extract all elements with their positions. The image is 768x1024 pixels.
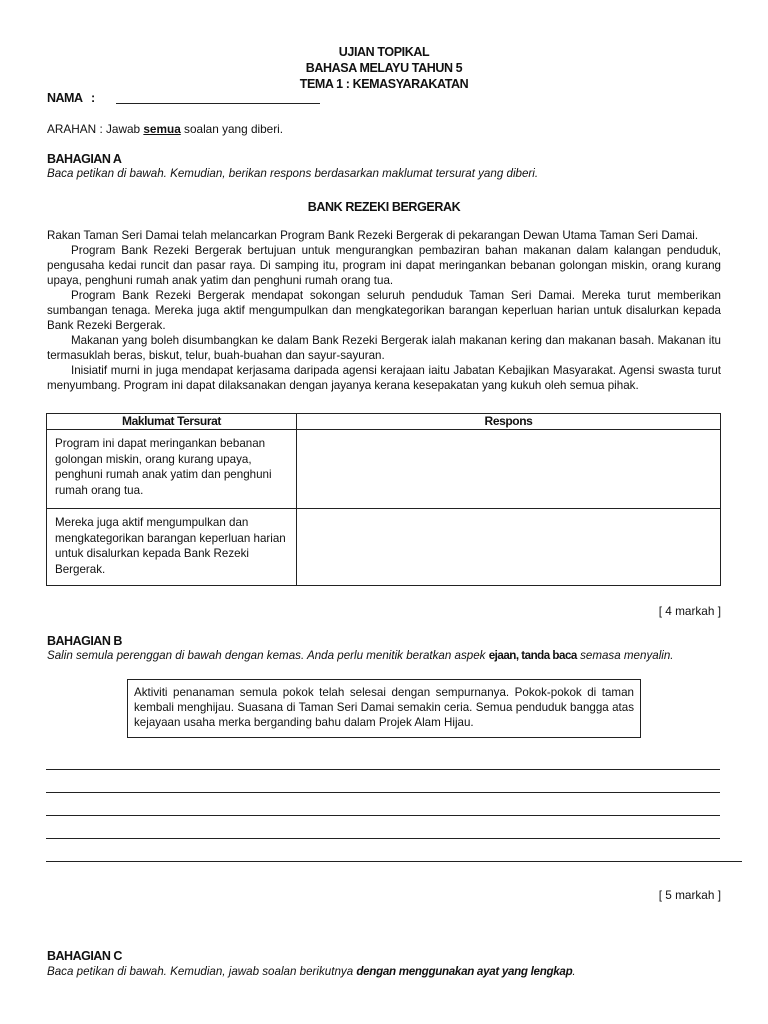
- info-cell: Program ini dapat meringankan bebanan golongan miskin, orang kurang upaya, penghuni rumah anak yatim dan penghuni rumah orang tua.: [47, 430, 297, 509]
- info-cell: Mereka juga aktif mengumpulkan dan mengkategorikan barangan keperluan harian untuk disalurkan kepada Bank Rezeki Bergerak.: [47, 509, 297, 586]
- section-b-instruction-bold: ejaan, tanda baca: [488, 649, 577, 662]
- response-table: [46, 413, 721, 586]
- table-row: [47, 430, 721, 509]
- header-subject: BAHASA MELAYU TAHUN 5: [305, 61, 463, 75]
- name-label: NAMA: [47, 91, 83, 105]
- passage-paragraph: Program Bank Rezeki Bergerak bertujuan untuk mengurangkan pembaziran bahan makanan dalam kalangan penduduk, pengusaha kedai runcit dan pasar raya. Di samping itu, program ini dapat meringankan bebanan golongan miskin, orang kurang upaya, penghuni rumah anak yatim dan penghuni rumah orang tua.: [47, 244, 721, 287]
- section-a-instruction: Baca petikan di bawah. Kemudian, berikan respons berdasarkan maklumat tersurat yang diberi.: [47, 167, 539, 180]
- header-title: UJIAN TOPIKAL: [338, 45, 430, 59]
- passage-title: BANK REZEKI BERGERAK: [307, 200, 461, 214]
- section-b-instruction-post: semasa menyalin.: [576, 649, 674, 662]
- arahan-emphasis: semua: [143, 122, 181, 136]
- arahan-suffix: soalan yang diberi.: [180, 122, 284, 136]
- response-cell[interactable]: [297, 430, 721, 509]
- passage-paragraph: Program Bank Rezeki Bergerak mendapat sokongan seluruh penduduk Taman Seri Damai. Mereka turut memberikan sumbangan tenaga. Mereka juga aktif mengumpulkan dan mengkategorikan barangan keperluan harian untuk disalurkan kepada Bank Rezeki Bergerak.: [47, 289, 721, 332]
- instruction-arahan: [47, 122, 283, 136]
- passage-paragraph: Makanan yang boleh disumbangkan ke dalam Bank Rezeki Bergerak ialah makanan kering dan makanan basah. Makanan itu termasuklah beras, biskut, telur, buah-buahan dan sayur-sayuran.: [47, 334, 721, 362]
- writing-line[interactable]: [46, 815, 720, 816]
- writing-line[interactable]: [46, 838, 720, 839]
- section-b-heading: BAHAGIAN B: [47, 634, 122, 648]
- table-row: [47, 509, 721, 586]
- writing-line[interactable]: [46, 861, 742, 862]
- section-b-instruction: [47, 649, 674, 662]
- name-colon: :: [91, 91, 95, 105]
- section-a-marks: [ 4 markah ]: [658, 604, 721, 618]
- section-c-heading: BAHAGIAN C: [47, 949, 122, 963]
- section-b-instruction-pre: Salin semula perenggan di bawah dengan kemas. Anda perlu menitik beratkan aspek: [47, 649, 489, 662]
- section-c-instruction-bold: dengan menggunakan ayat yang lengkap: [356, 965, 573, 978]
- name-input-line[interactable]: [116, 103, 320, 104]
- section-c-instruction-pre: Baca petikan di bawah. Kemudian, jawab soalan berikutnya: [47, 965, 357, 978]
- section-b-marks: [ 5 markah ]: [658, 888, 721, 902]
- section-c-instruction-post: .: [572, 965, 576, 978]
- passage-paragraph: Inisiatif murni in juga mendapat kerjasama daripada agensi kerajaan iaitu Jabatan Kebajikan Masyarakat. Agensi swasta turut menyumbang. Program ini dapat dilaksanakan dengan jayanya kerana kesepakatan yang kukuh oleh semua pihak.: [47, 364, 721, 392]
- arahan-prefix: ARAHAN : Jawab: [47, 122, 144, 136]
- writing-line[interactable]: [46, 792, 720, 793]
- table-header-respons: Respons: [297, 414, 721, 430]
- writing-line[interactable]: [46, 769, 720, 770]
- response-cell[interactable]: [297, 509, 721, 586]
- passage-paragraph: Rakan Taman Seri Damai telah melancarkan Program Bank Rezeki Bergerak di pekarangan Dewan Utama Taman Seri Damai.: [47, 229, 699, 242]
- copy-paragraph-box: Aktiviti penanaman semula pokok telah selesai dengan sempurnanya. Pokok-pokok di taman kembali menghijau. Suasana di Taman Seri Damai semakin ceria. Semua penduduk bangga atas kejayaan usaha merka berganding bahu dalam Projek Alam Hijau.: [127, 679, 641, 738]
- table-header-maklumat: Maklumat Tersurat: [47, 414, 297, 430]
- section-c-instruction: [47, 965, 576, 978]
- header-theme: TEMA 1 : KEMASYARAKATAN: [299, 77, 469, 91]
- section-a-heading: BAHAGIAN A: [47, 152, 122, 166]
- passage-text: [47, 228, 721, 393]
